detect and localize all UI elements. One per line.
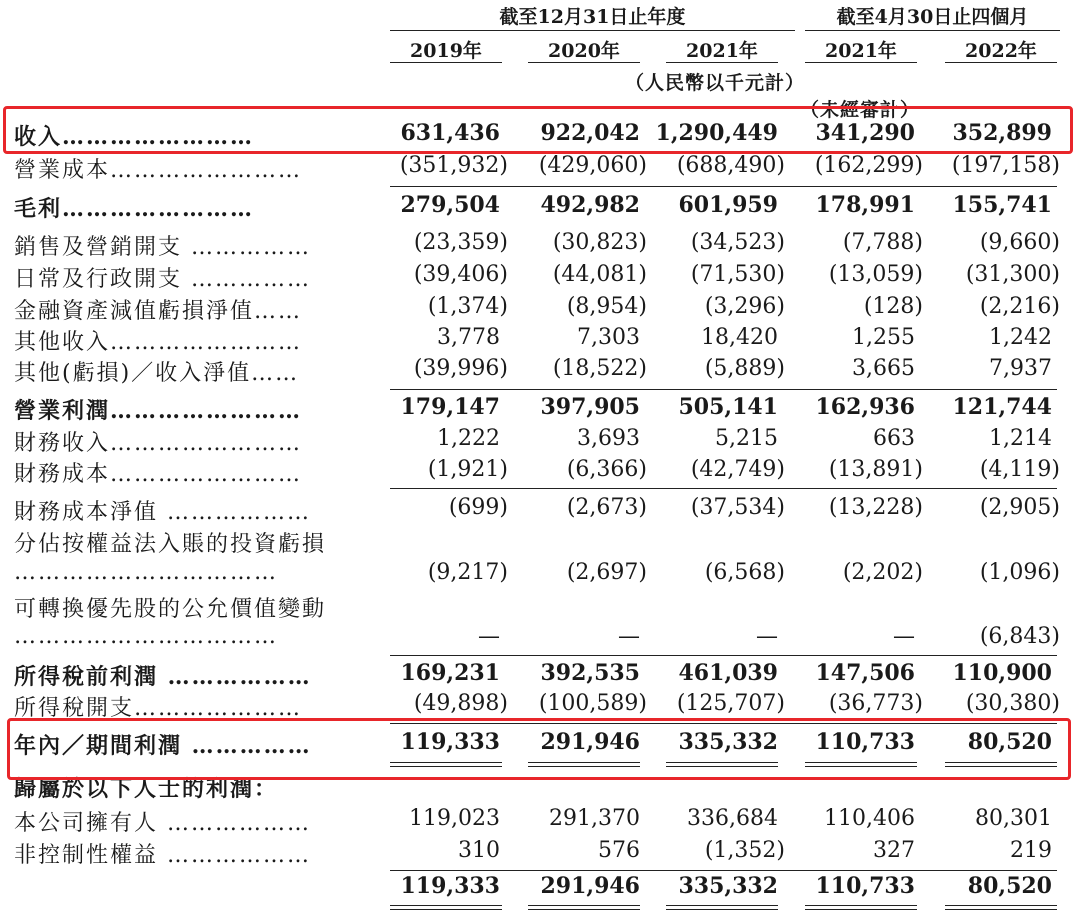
year-underline-2 [528, 62, 640, 63]
cell: (9,660) [979, 230, 1060, 255]
row-label: 銷售及營銷開支 …………… [14, 235, 311, 260]
cell: (42,749) [690, 457, 785, 482]
year-header-2022-4m: 2022年 [965, 40, 1037, 62]
row-label: 收入…………………… [14, 124, 255, 150]
cell: (36,773) [828, 691, 923, 716]
table-row [0, 394, 1080, 428]
cell: 352,899 [952, 120, 1052, 146]
table-row [0, 838, 1080, 872]
cell: 576 [598, 838, 640, 863]
cell: (5,889) [704, 356, 785, 381]
cell: 1,222 [437, 426, 500, 451]
cell: 110,900 [952, 660, 1052, 686]
row-label: 非控制性權益 ……………… [14, 843, 311, 868]
total-double-rule [805, 905, 917, 910]
row-label: 毛利…………………… [14, 196, 255, 222]
row-label: 分佔按權益法入賬的投資虧損 [14, 532, 327, 557]
table-row [0, 560, 1080, 594]
cell: 7,303 [577, 325, 640, 350]
cell: 1,290,449 [655, 120, 778, 146]
row-label: 所得稅開支………………… [14, 696, 303, 721]
cell: 291,946 [540, 873, 640, 899]
cell: 178,991 [815, 192, 915, 218]
period-group-header-four-months: 截至4月30日止四個月 [836, 6, 1029, 28]
table-row [0, 153, 1080, 187]
cell: (1,096) [979, 560, 1060, 585]
table-row [0, 192, 1080, 226]
cell: 601,959 [678, 192, 778, 218]
cell: (100,589) [538, 691, 647, 716]
cell: 110,733 [815, 729, 915, 755]
total-double-rule [945, 905, 1057, 910]
cell: (2,673) [566, 495, 647, 520]
cell: 291,370 [549, 806, 640, 831]
table-row [0, 230, 1080, 264]
cell: (44,081) [552, 262, 647, 287]
subtotal-rule [390, 870, 1057, 871]
cell: (7,788) [842, 230, 923, 255]
cell: (30,823) [552, 230, 647, 255]
unaudited-note: （未經審計） [800, 99, 921, 121]
cell: 341,290 [815, 120, 915, 146]
row-label: …………………………… [14, 560, 278, 585]
cell: (688,490) [676, 153, 785, 178]
cell: 335,332 [678, 729, 778, 755]
year-header-2020: 2020年 [548, 40, 620, 62]
cell: 3,778 [437, 325, 500, 350]
row-label: 財務成本淨值 ……………… [14, 500, 311, 525]
year-underline-4 [805, 62, 917, 63]
cell: (18,522) [552, 356, 647, 381]
row-label: 財務成本…………………… [14, 462, 303, 487]
subtotal-rule [390, 655, 1057, 656]
cell: 3,693 [577, 426, 640, 451]
year-header-2021-4m: 2021年 [825, 40, 897, 62]
cell: 310 [458, 838, 500, 863]
cell: (23,359) [413, 230, 508, 255]
cell: 505,141 [678, 394, 778, 420]
row-label: 營業成本…………………… [14, 158, 303, 183]
cell: 3,665 [852, 356, 915, 381]
row-label: 本公司擁有人 ……………… [14, 811, 311, 836]
cell: 80,520 [967, 729, 1052, 755]
row-label: 年內／期間利潤 …………… [14, 733, 312, 759]
cell: 336,684 [687, 806, 778, 831]
cell: (429,060) [538, 153, 647, 178]
currency-note: （人民幣以千元計） [625, 72, 806, 94]
table-row [0, 660, 1080, 694]
row-label: 營業利潤…………………… [14, 398, 303, 424]
row-label: 歸屬於以下人士的利潤： [14, 776, 279, 802]
cell: 922,042 [540, 120, 640, 146]
group-underline-four-months [805, 30, 1060, 31]
cell: (13,228) [828, 495, 923, 520]
cell: 18,420 [701, 325, 778, 350]
row-label: 其他(虧損)／收入淨值…… [14, 361, 300, 386]
cell: 7,937 [989, 356, 1052, 381]
cell: (71,530) [690, 262, 785, 287]
table-row [0, 806, 1080, 840]
cell: (128) [863, 294, 923, 319]
table-row [0, 495, 1080, 529]
cell: (13,891) [828, 457, 923, 482]
period-group-header-annual: 截至12月31日止年度 [499, 6, 686, 28]
cell: 155,741 [952, 192, 1052, 218]
cell: (30,380) [965, 691, 1060, 716]
cell: (6,568) [704, 560, 785, 585]
cell: (37,534) [690, 495, 785, 520]
cell: (39,406) [413, 262, 508, 287]
cell: 119,023 [409, 806, 500, 831]
cell: (125,707) [676, 691, 785, 716]
cell: 279,504 [400, 192, 500, 218]
cell: (351,932) [399, 153, 508, 178]
cell: 119,333 [400, 729, 500, 755]
cell: 110,733 [815, 873, 915, 899]
cell: (1,921) [427, 457, 508, 482]
cell: 1,214 [989, 426, 1052, 451]
highlight-box-profit [7, 718, 1071, 780]
total-double-rule [390, 905, 502, 910]
row-label: …………………………… [14, 624, 278, 649]
cell: 291,946 [540, 729, 640, 755]
cell: 335,332 [678, 873, 778, 899]
cell: 492,982 [540, 192, 640, 218]
table-row [0, 624, 1080, 658]
cell: (4,119) [979, 457, 1060, 482]
cell: (162,299) [814, 153, 923, 178]
cell: 169,231 [400, 660, 500, 686]
cell: (34,523) [690, 230, 785, 255]
cell: 461,039 [678, 660, 778, 686]
cell: (1,374) [427, 294, 508, 319]
table-row [0, 356, 1080, 390]
table-row [0, 294, 1080, 328]
cell: (699) [448, 495, 508, 520]
cell: (49,898) [413, 691, 508, 716]
year-header-2021: 2021年 [686, 40, 758, 62]
cell: — [756, 624, 778, 649]
cell: 1,242 [989, 325, 1052, 350]
row-label: 日常及行政開支 …………… [14, 267, 311, 292]
row-label: 所得稅前利潤 ……………… [14, 664, 312, 690]
cell: 219 [1010, 838, 1052, 863]
table-row [0, 262, 1080, 296]
cell: 179,147 [400, 394, 500, 420]
cell: (8,954) [566, 294, 647, 319]
year-header-2019: 2019年 [410, 40, 482, 62]
table-row [0, 457, 1080, 491]
year-underline-5 [945, 62, 1057, 63]
cell: 392,535 [540, 660, 640, 686]
subtotal-rule [390, 488, 1057, 489]
cell: 147,506 [815, 660, 915, 686]
cell: — [478, 624, 500, 649]
table-row [0, 592, 1080, 626]
table-row [0, 527, 1080, 561]
row-label: 金融資產減值虧損淨值…… [14, 299, 303, 324]
row-label: 財務收入…………………… [14, 431, 303, 456]
row-label: 其他收入…………………… [14, 330, 303, 355]
cell: (2,697) [566, 560, 647, 585]
group-underline-annual [390, 30, 795, 31]
cell: — [618, 624, 640, 649]
cell: — [893, 624, 915, 649]
cell: (6,843) [979, 624, 1060, 649]
cell: 110,406 [824, 806, 915, 831]
cell: (2,905) [979, 495, 1060, 520]
cell: (197,158) [951, 153, 1060, 178]
cell: (9,217) [427, 560, 508, 585]
row-label: 可轉換優先股的公允價值變動 [14, 597, 327, 622]
subtotal-rule [390, 186, 1057, 187]
total-double-rule [666, 905, 778, 910]
cell: 1,255 [852, 325, 915, 350]
cell: 119,333 [400, 873, 500, 899]
year-underline-1 [390, 62, 502, 63]
cell: 80,301 [975, 806, 1052, 831]
cell: 162,936 [815, 394, 915, 420]
cell: (6,366) [566, 457, 647, 482]
highlight-box-revenue [3, 106, 1073, 154]
subtotal-rule [390, 389, 1057, 390]
cell: (3,296) [704, 294, 785, 319]
cell: 397,905 [540, 394, 640, 420]
table-row [0, 873, 1080, 907]
year-underline-3 [666, 62, 778, 63]
total-double-rule [528, 905, 640, 910]
cell: 80,520 [967, 873, 1052, 899]
cell: 327 [873, 838, 915, 863]
table-row [0, 325, 1080, 359]
cell: (2,202) [842, 560, 923, 585]
cell: 5,215 [715, 426, 778, 451]
cell: 121,744 [952, 394, 1052, 420]
cell: (2,216) [979, 294, 1060, 319]
cell: 663 [873, 426, 915, 451]
cell: (13,059) [828, 262, 923, 287]
cell: 631,436 [400, 120, 500, 146]
table-row [0, 426, 1080, 460]
cell: (31,300) [965, 262, 1060, 287]
cell: (39,996) [413, 356, 508, 381]
cell: (1,352) [704, 838, 785, 863]
